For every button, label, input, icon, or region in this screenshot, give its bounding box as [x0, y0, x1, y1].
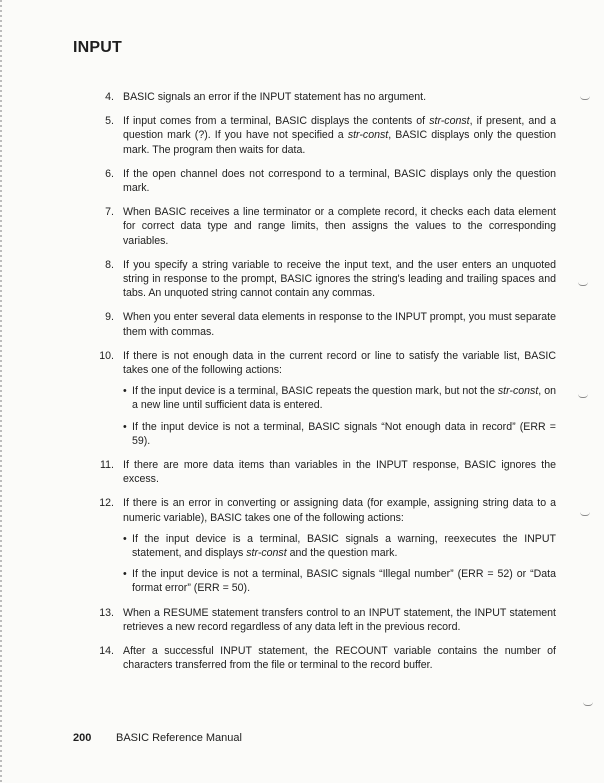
item-number: 14. — [99, 645, 114, 658]
text-run: When you enter several data elements in response to the INPUT prompt, you must separate them with commas. — [123, 311, 556, 338]
list-item — [88, 205, 556, 248]
text-run: BASIC signals an error if the INPUT statement has no argument. — [123, 91, 427, 103]
bullet-item — [123, 567, 556, 595]
item-text — [123, 167, 556, 195]
item-number: 10. — [99, 349, 114, 362]
item-number: 9. — [105, 311, 114, 324]
bullet-list — [123, 532, 556, 596]
bullet-item — [123, 420, 556, 448]
text-run: , if present, and a question mark (?). If you have not specified a — [123, 115, 557, 142]
item-text — [123, 114, 556, 157]
margin-mark — [580, 512, 590, 516]
list-item — [88, 349, 556, 448]
text-run: After a successful INPUT statement, the RECOUNT variable contains the number of characters transferred from the file or terminal to the record buffer. — [123, 645, 556, 672]
bullet-item — [123, 532, 556, 560]
text-run: If there are more data items than variables in the INPUT response, BASIC ignores the excess. — [123, 459, 556, 486]
page-footer — [73, 731, 242, 745]
text-run: If there is an error in converting or assigning data (for example, assigning string data to a numeric variable), BASIC takes one of the following actions: — [123, 497, 556, 524]
text-run: , BASIC displays only the question mark. The program then waits for data. — [123, 129, 557, 156]
list-item — [88, 114, 556, 157]
margin-mark — [580, 96, 590, 100]
item-number: 7. — [105, 206, 114, 219]
list-item — [88, 458, 556, 486]
margin-mark — [578, 394, 588, 398]
item-text — [123, 310, 556, 338]
margin-mark — [583, 702, 593, 706]
page-number: 200 — [73, 732, 92, 744]
margin-mark — [578, 282, 588, 286]
item-text — [123, 258, 556, 301]
text-run: If the input device is not a terminal, BASIC signals “Not enough data in record” (ERR = 59). — [132, 420, 556, 447]
list-item — [88, 606, 556, 634]
text-run: If the open channel does not correspond to a terminal, BASIC displays only the question mark. — [123, 167, 556, 195]
page-scan-edge — [0, 0, 2, 783]
item-text — [123, 606, 556, 634]
item-text — [123, 644, 556, 672]
item-text — [123, 496, 556, 524]
item-text — [123, 90, 556, 104]
italic-term: str-const — [429, 115, 470, 128]
text-run: If the input device is a terminal, BASIC signals a warning, reexecutes the INPUT statement, and displays — [132, 532, 556, 560]
bullet-list — [123, 384, 556, 448]
text-run: If the input device is a terminal, BASIC repeats the question mark, but not the — [132, 385, 498, 398]
item-number: 11. — [100, 459, 114, 472]
item-number: 5. — [105, 115, 114, 128]
item-number: 6. — [105, 167, 114, 180]
list-item — [88, 90, 556, 104]
text-run: If you specify a string variable to receive the input text, and the user enters an unquoted string in response to the prompt, BASIC ignores the string's leading and trailing spaces and tabs. An unquoted string cannot contain any commas. — [123, 258, 556, 300]
list-item — [88, 167, 556, 195]
item-text — [123, 458, 556, 486]
text-run: If input comes from a terminal, BASIC displays the contents of — [123, 115, 430, 128]
list-item — [88, 258, 556, 301]
item-number: 12. — [99, 497, 114, 510]
bullet-item — [123, 384, 556, 412]
italic-term: str-const — [347, 129, 389, 142]
text-run: and the question mark. — [286, 547, 398, 560]
list-item — [88, 310, 556, 338]
item-text — [123, 205, 556, 248]
item-text — [123, 349, 556, 377]
text-run: , on a new line until sufficient data is entered. — [132, 385, 557, 412]
text-run: When a RESUME statement transfers control to an INPUT statement, the INPUT statement retrieves a new record regardless of any data left in the previous record. — [123, 606, 556, 633]
item-number: 8. — [105, 258, 114, 271]
manual-title: BASIC Reference Manual — [116, 732, 242, 744]
list-item — [88, 496, 556, 595]
italic-term: str-const — [246, 547, 287, 560]
text-run: When BASIC receives a line terminator or a complete record, it checks each data element for correct data type and range limits, then assigns the values to the corresponding variables. — [123, 206, 556, 247]
list-item — [88, 644, 556, 672]
item-number: 4. — [105, 91, 114, 103]
section-heading: INPUT — [73, 39, 122, 56]
text-run: If there is not enough data in the current record or line to satisfy the variable list, BASIC takes one of the following actions: — [123, 349, 556, 377]
numbered-list — [88, 90, 556, 673]
italic-term: str-const — [497, 385, 539, 398]
text-run: If the input device is not a terminal, BASIC signals “Illegal number” (ERR = 52) or “Data format error” (ERR = 50). — [132, 568, 556, 595]
item-number: 13. — [99, 606, 114, 619]
